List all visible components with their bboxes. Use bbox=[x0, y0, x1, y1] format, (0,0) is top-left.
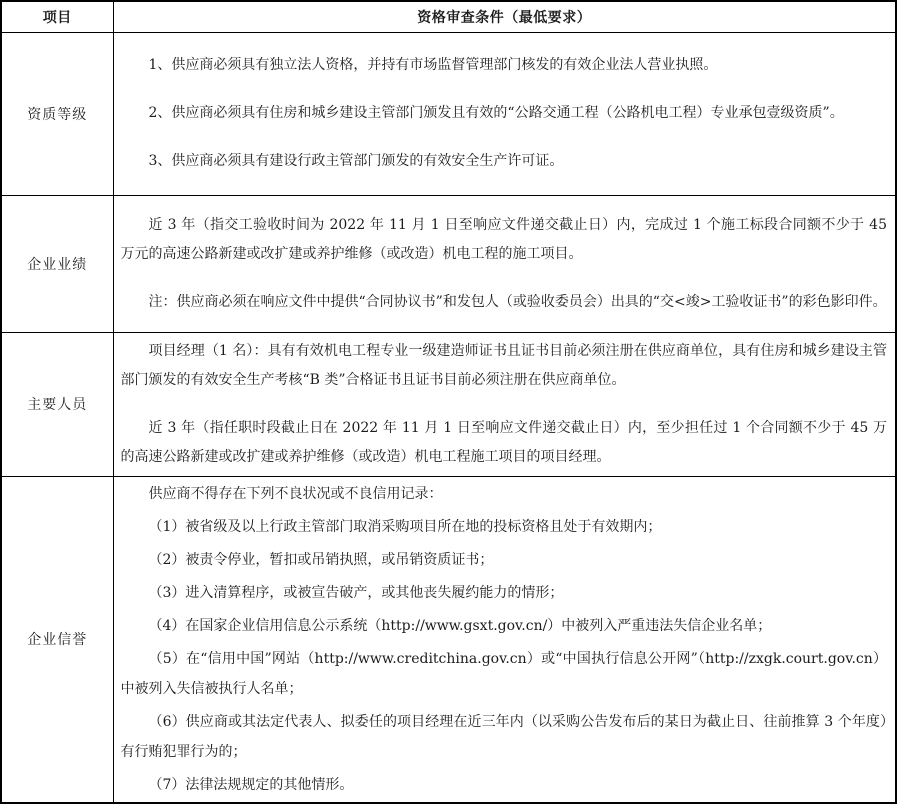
header-cell-item: 项目 bbox=[1, 1, 113, 32]
row-content-qualification-level bbox=[113, 32, 896, 195]
row-content-enterprise-reputation bbox=[113, 476, 896, 803]
paragraph: （2）被责令停业，暂扣或吊销执照，或吊销资质证书； bbox=[148, 551, 494, 568]
paragraph: 近 3 年（指任职时段截止日在 2022 年 11 月 1 日至响应文件递交截止日）内，至少担任过 1 个合同额不少于 45 万的高速公路新建或改扩建或养护维修（或改造）机电工程施工项目的项目经理。 bbox=[120, 419, 887, 465]
row-label-enterprise-performance: 企业业绩 bbox=[1, 195, 113, 332]
row-content-key-personnel bbox=[113, 332, 896, 476]
paragraph: （1）被省级及以上行政主管部门取消采购项目所在地的投标资格且处于有效期内； bbox=[148, 518, 662, 535]
paragraph: （3）进入清算程序，或被宣告破产，或其他丧失履约能力的情形； bbox=[148, 584, 564, 601]
table-row-key-personnel bbox=[1, 332, 896, 476]
paragraph: 2、供应商必须具有住房和城乡建设主管部门颁发且有效的“公路交通工程（公路机电工程）专业承包壹级资质”。 bbox=[148, 105, 844, 121]
paragraph: 供应商不得存在下列不良状况或不良信用记录： bbox=[148, 485, 443, 502]
row-label-qualification-level: 资质等级 bbox=[1, 32, 113, 195]
table-row-enterprise-performance bbox=[1, 195, 896, 332]
paragraph: 项目经理（1 名）：具有有效机电工程专业一级建造师证书且证书目前必须注册在供应商单位，具有住房和城乡建设主管部门颁发的有效安全生产考核“B 类”合格证书且证书目前必须注册在供应商单位。 bbox=[120, 342, 887, 388]
paragraph: （6）供应商或其法定代表人、拟委任的项目经理在近三年内（以采购公告发布后的某日为截止日、往前推算 3 个年度）有行贿犯罪行为的； bbox=[120, 713, 887, 760]
paragraph: （4）在国家企业信用信息公示系统（http://www.gsxt.gov.cn/）中被列入严重违法失信企业名单； bbox=[148, 617, 772, 634]
paragraph: 注：供应商必须在响应文件中提供“合同协议书”和发包人（或验收委员会）出具的“交<竣>工验收证书”的彩色影印件。 bbox=[148, 293, 887, 310]
paragraph: 近 3 年（指交工验收时间为 2022 年 11 月 1 日至响应文件递交截止日）内，完成过 1 个施工标段合同额不少于 45 万元的高速公路新建或改扩建或养护维修（或改造）机电工程的施工项目。 bbox=[120, 216, 887, 262]
paragraph: （5）在“信用中国”网站（http://www.creditchina.gov.cn）或“中国执行信息公开网”（http://zxgk.court.gov.cn）中被列入失信被执行人名单； bbox=[120, 650, 887, 697]
paragraph: 3、供应商必须具有建设行政主管部门颁发的有效安全生产许可证。 bbox=[148, 153, 564, 169]
row-label-enterprise-reputation: 企业信誉 bbox=[1, 476, 113, 803]
header-row bbox=[1, 1, 896, 32]
paragraph: （7）法律法规规定的其他情形。 bbox=[148, 776, 354, 793]
table-row-enterprise-reputation bbox=[1, 476, 896, 803]
row-content-enterprise-performance bbox=[113, 195, 896, 332]
row-label-key-personnel: 主要人员 bbox=[1, 332, 113, 476]
table-row-qualification-level bbox=[1, 32, 896, 195]
paragraph: 1、供应商必须具有独立法人资格，并持有市场监督管理部门核发的有效企业法人营业执照。 bbox=[148, 57, 718, 73]
header-cell-criteria: 资格审查条件（最低要求） bbox=[113, 1, 896, 32]
